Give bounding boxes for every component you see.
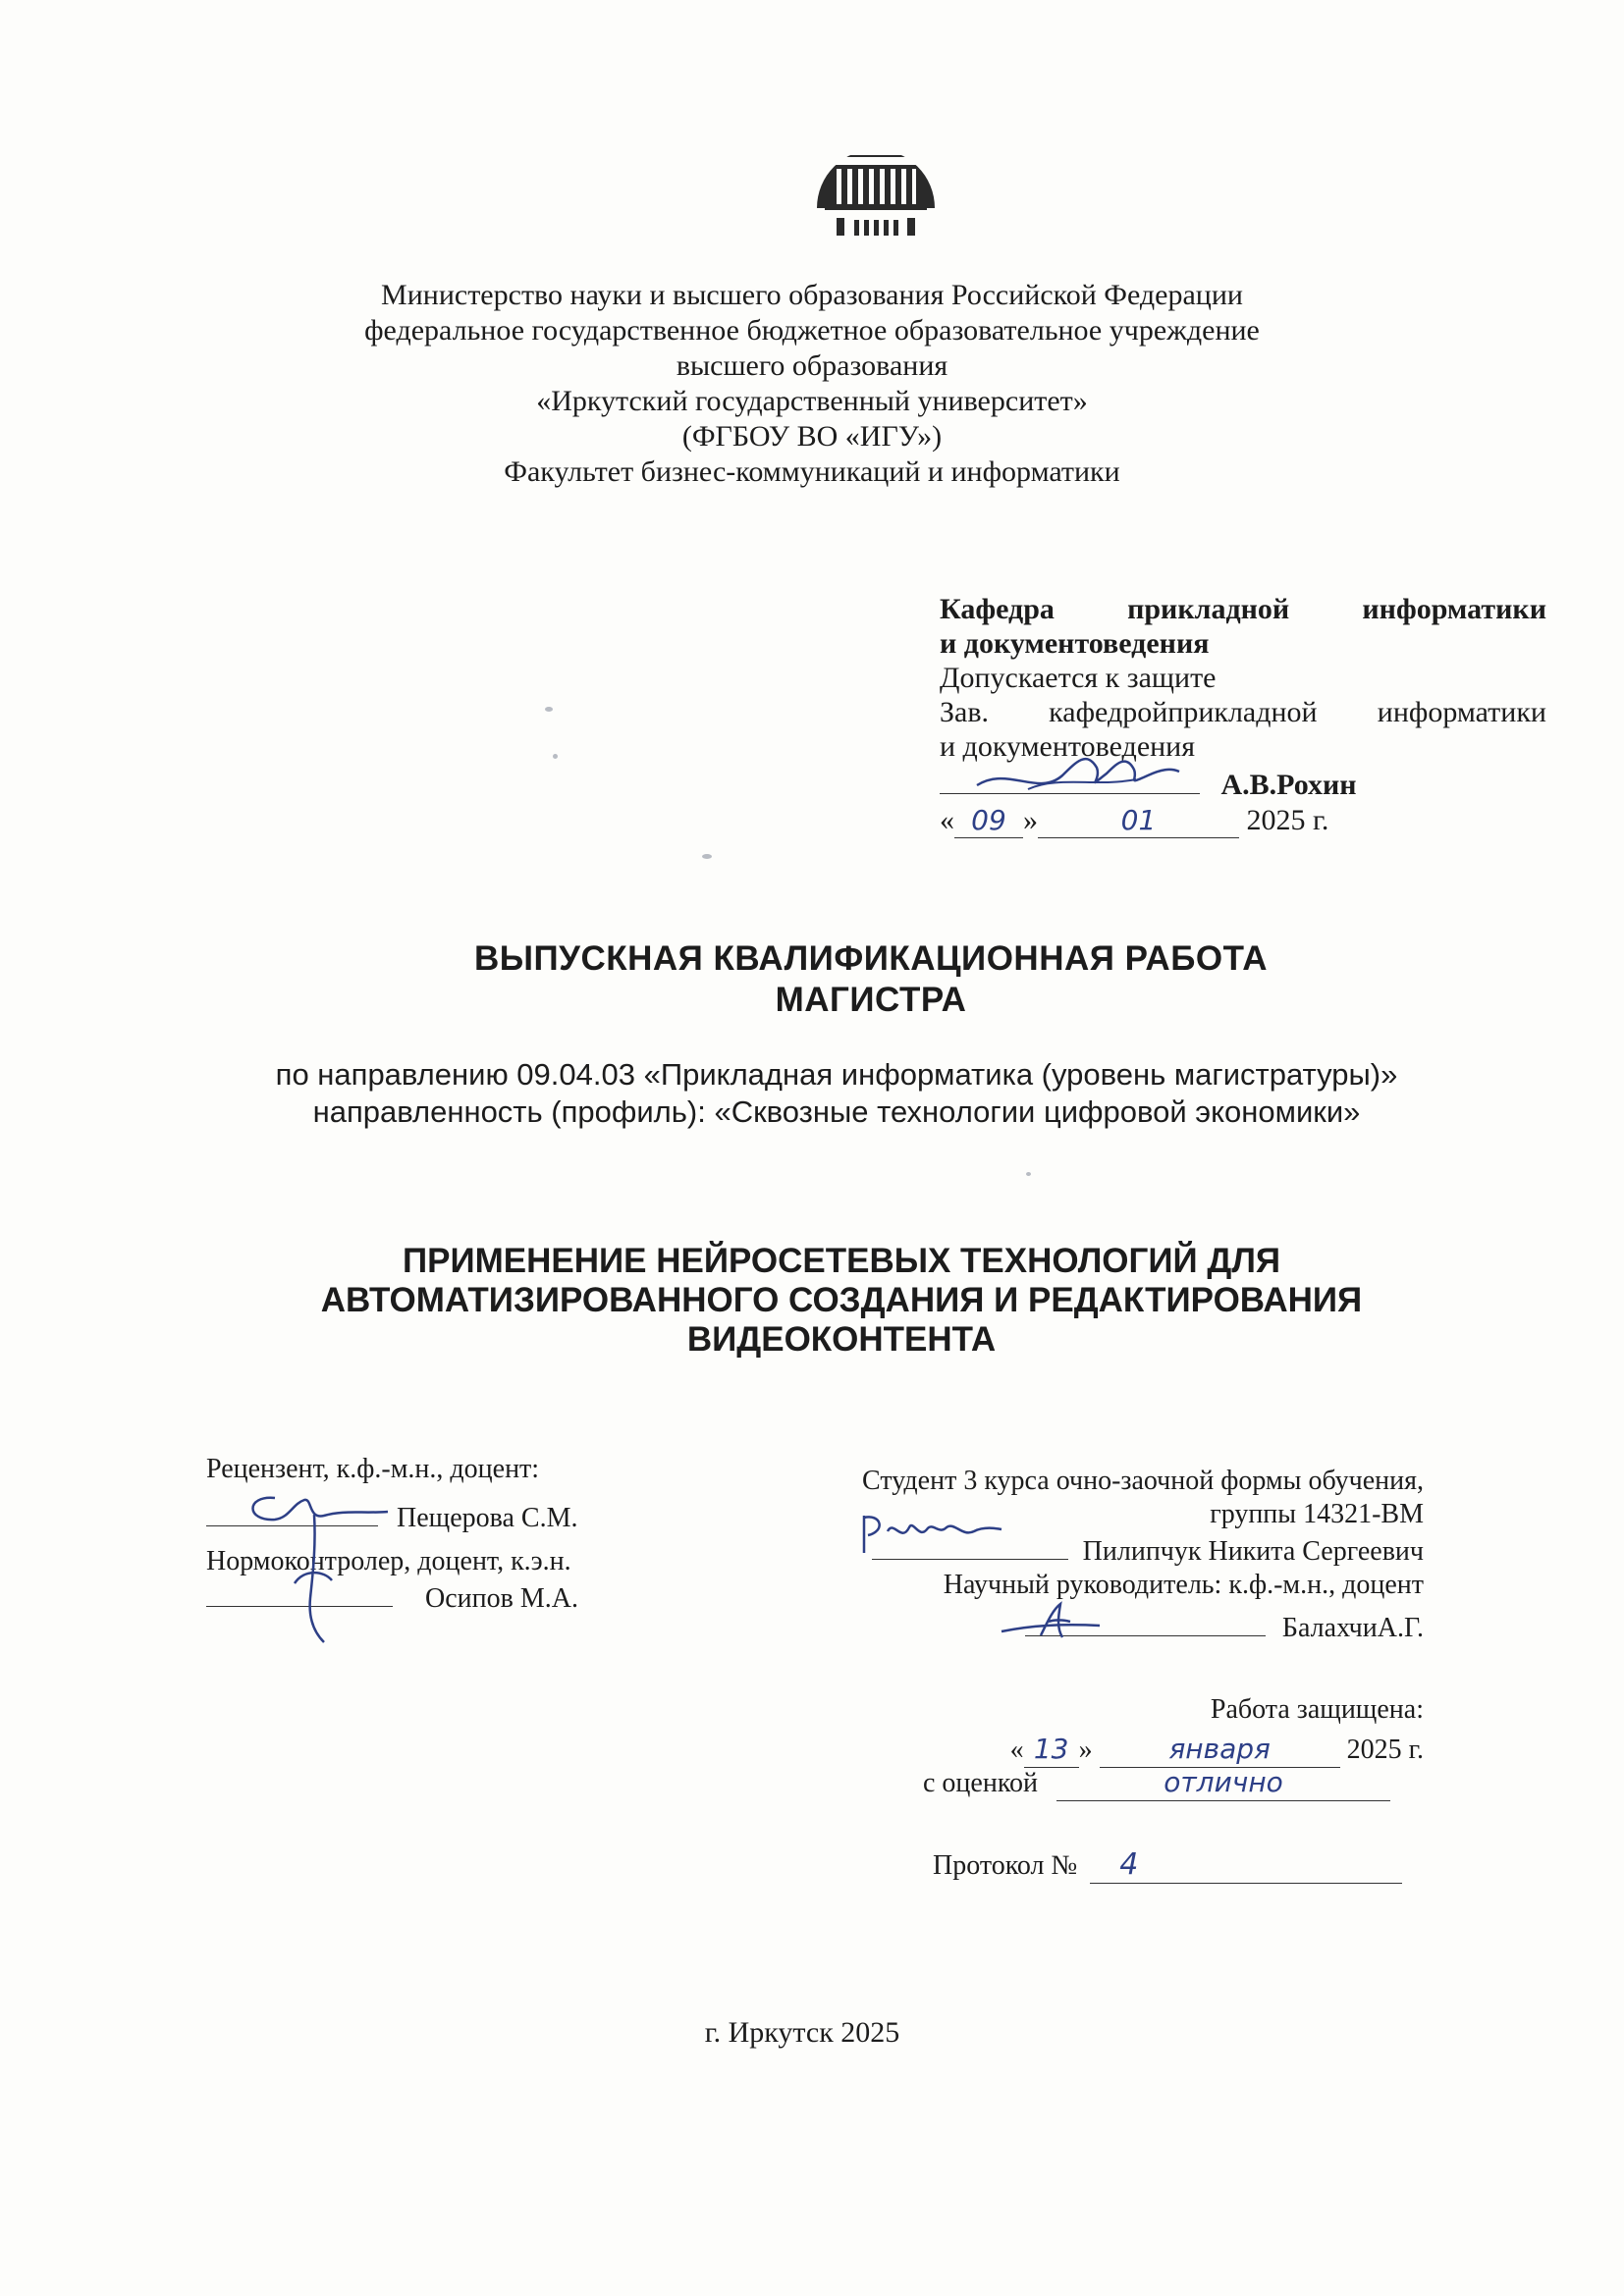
ministry-line: (ФГБОУ ВО «ИГУ») [681,420,943,453]
defense-month: января [1168,1733,1271,1765]
normcontrol-name: Осипов М.А. [425,1583,578,1614]
normcontrol-signature [285,1510,344,1647]
defense-day: 13 [1033,1733,1069,1765]
head-name: А.В.Рохин [1220,769,1357,801]
protocol-label: Протокол № [933,1850,1078,1881]
student-group: группы 14321-ВМ [1210,1499,1424,1529]
ministry-header [0,278,1624,490]
ministry-line: Министерство науки и высшего образования Российской Федерации [381,279,1243,311]
supervisor-title: Научный руководитель: к.ф.-м.н., доцент [943,1570,1424,1600]
scan-speck [702,854,712,859]
ministry-line: федеральное государственное бюджетное образовательное учреждение [364,314,1260,347]
protocol-row [933,1848,1424,1884]
reviewer-name: Пещерова С.М. [397,1503,578,1533]
reviewer-signature-row [206,1496,668,1535]
department-approval-block [940,592,1546,838]
faculty-line: Факультет бизнес-коммуникаций и информатики [504,455,1120,488]
student-signature-row [746,1531,1424,1569]
department-name-line2: и документоведения [940,627,1210,660]
supervisor-signature-row [746,1608,1424,1645]
head-signature [969,746,1185,805]
grade-label: с оценкой [923,1768,1038,1798]
ministry-line: высшего образования [676,349,948,382]
normcontrol-title: Нормоконтролер, доцент, к.э.н. [206,1546,571,1576]
department-name-line1: Кафедра прикладной информатики [940,593,1546,625]
defense-block [923,1693,1424,1884]
student-name: Пилипчук Никита Сергеевич [1082,1536,1424,1567]
ministry-line: «Иркутский государственный университет» [536,385,1088,417]
thesis-topic: ПРИМЕНЕНИЕ НЕЙРОСЕТЕВЫХ ТЕХНОЛОГИЙ ДЛЯ АВТОМАТИЗИРОВАННОГО СОЗДАНИЯ И РЕДАКТИРОВАНИЯ ВИДЕОКОНТЕНТА [320,1242,1363,1359]
university-building-emblem [807,98,945,240]
normcontrol-signature-row [206,1578,668,1618]
grade-value: отлично [1164,1766,1283,1798]
student-course: Студент 3 курса очно-заочной формы обучения, [862,1466,1424,1496]
reviewer-title: Рецензент, к.ф.-м.н., доцент: [206,1454,540,1484]
approval-month: 01 [1120,804,1157,836]
approval-year: 2025 г. [1246,804,1329,836]
right-signatures [746,1465,1424,1645]
protocol-number: 4 [1119,1847,1139,1882]
approval-day: 09 [971,804,1006,836]
study-direction: по направлению 09.04.03 «Прикладная информатика (уровень магистратуры)» направленность (профиль): «Сквозные технологии цифровой экономики» [275,1057,1398,1129]
head-title-line1: Зав. кафедройприкладной информатики [940,696,1546,728]
defense-label: Работа защищена: [1210,1694,1424,1725]
head-title-line2: и документоведения [940,730,1196,763]
city-year: г. Иркутск 2025 [704,2016,900,2049]
grade-row [923,1766,1424,1801]
approval-date-row: « 09 » 01 2025 г. [940,804,1329,836]
supervisor-name: БалахчиА.Г. [1281,1613,1424,1643]
head-signature-row [940,764,1546,803]
left-signatures [206,1453,668,1618]
admit-to-defense: Допускается к защите [940,662,1217,694]
defense-year: 2025 г. [1346,1735,1424,1765]
scan-speck [1026,1172,1031,1176]
supervisor-signature [992,1596,1110,1645]
defense-date-row: « 13 » января 2025 г. [923,1733,1424,1768]
scan-speck [545,707,553,712]
work-type-title: ВЫПУСКНАЯ КВАЛИФИКАЦИОННАЯ РАБОТА МАГИСТРА [473,939,1269,1019]
student-signature [844,1510,1011,1564]
scan-speck [553,754,558,759]
